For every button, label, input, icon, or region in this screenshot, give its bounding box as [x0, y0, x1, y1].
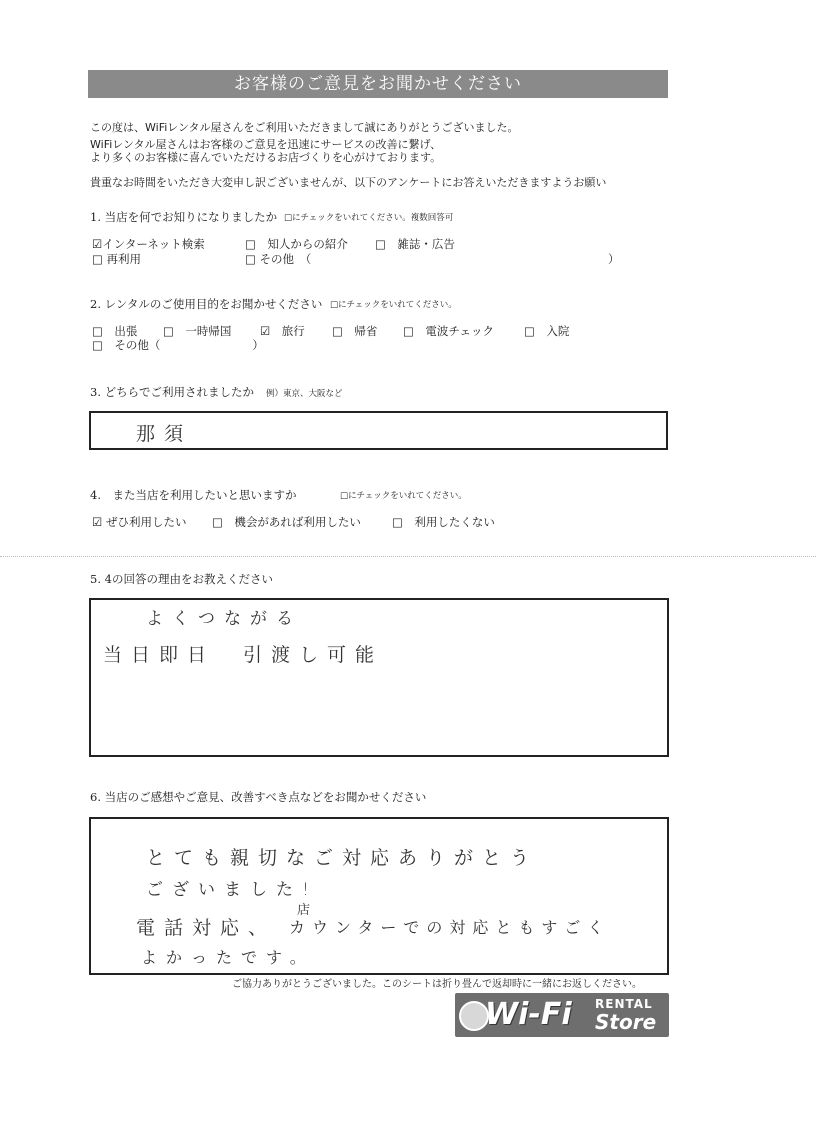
intro-line-2: WiFiレンタル屋さんはお客様のご意見を迅速にサービスの改善に繋げ、 [90, 138, 442, 151]
q5-answer-line-2: 当日即日 引渡し可能 [103, 644, 384, 666]
footer-note: ご協力ありがとうございました。このシートは折り畳んで返却時に一緒にお返しください。 [232, 979, 642, 990]
q1-other-close: ） [608, 252, 620, 266]
q2-option-hospital[interactable]: □ 入院 [524, 324, 570, 338]
page-title: お客様のご意見をお聞かせください [88, 70, 668, 98]
q2-note: □にチェックをいれてください。 [330, 300, 457, 310]
q6-answer-line-4: よかったです。 [141, 948, 315, 967]
q1-option-referral[interactable]: □ 知人からの紹介 [245, 237, 348, 251]
q2-option-homecoming[interactable]: □ 帰省 [332, 324, 378, 338]
q2-option-signal-check[interactable]: □ 電波チェック [403, 324, 495, 338]
q5-answer-line-1: よくつながる [146, 609, 302, 629]
q2-title: 2. レンタルのご使用目的をお聞かせください [90, 297, 323, 311]
q1-note: □にチェックをいれてください。複数回答可 [284, 213, 454, 223]
q6-answer-line-2: ございました! [146, 880, 318, 900]
q4-option-if-chance[interactable]: □ 機会があれば利用したい [212, 515, 361, 529]
q6-answer-line-3b: カウンターでの対応ともすごく [289, 918, 611, 937]
q4-option-definitely[interactable]: ☑ ぜひ利用したい [92, 515, 187, 529]
q5-answer-box[interactable] [89, 598, 669, 757]
wifi-rental-store-logo [455, 993, 669, 1037]
q6-answer-small: 店 [297, 903, 320, 918]
q6-title: 6. 当店のご感想やご意見、改善すべき点などをお聞かせください [90, 790, 427, 804]
q6-answer-line-1: とても親切なご対応ありがとう [146, 847, 539, 869]
q3-answer-box[interactable] [89, 411, 668, 450]
q2-option-temporary-return[interactable]: □ 一時帰国 [163, 324, 232, 338]
q2-option-other[interactable]: □ その他（ ） [92, 338, 264, 352]
q1-option-magazine[interactable]: □ 雑誌・広告 [375, 237, 455, 251]
fold-line [0, 556, 816, 557]
q4-title: 4. また当店を利用したいと思いますか [90, 488, 297, 502]
q3-title: 3. どちらでご利用されましたか [90, 385, 255, 399]
q6-answer-box[interactable] [89, 817, 669, 975]
intro-line-3: より多くのお客様に喜んでいただけるお店づくりを心がけております。 [90, 151, 442, 164]
q1-option-other[interactable]: □ その他 （ [245, 252, 312, 266]
q3-answer: 那須 [136, 423, 193, 445]
q4-option-no[interactable]: □ 利用したくない [392, 515, 495, 529]
logo-store: Store [595, 1010, 657, 1034]
intro-line-1: この度は、WiFiレンタル屋さんをご利用いただきまして誠にありがとうございました。 [90, 121, 519, 134]
q5-title: 5. 4の回答の理由をお教えください [90, 572, 273, 586]
q2-option-business[interactable]: □ 出張 [92, 324, 138, 338]
logo-rental: RENTAL [595, 997, 653, 1011]
q3-note: 例）東京、大阪など [266, 389, 343, 399]
q1-option-internet[interactable]: ☑インターネット検索 [92, 237, 205, 251]
q1-title: 1. 当店を何でお知りになりましたか [90, 210, 278, 224]
q6-answer-line-3a: 電話対応、 [136, 917, 277, 939]
q1-option-reuse[interactable]: □ 再利用 [92, 252, 142, 266]
logo-wordmark: Wi-Fi [485, 997, 572, 1032]
intro-line-4: 貴重なお時間をいただき大変申し訳ございませんが、以下のアンケートにお答えいただきますようお願い [90, 176, 607, 189]
q4-note: □にチェックをいれてください。 [340, 491, 467, 501]
q2-option-travel[interactable]: ☑ 旅行 [260, 324, 305, 338]
